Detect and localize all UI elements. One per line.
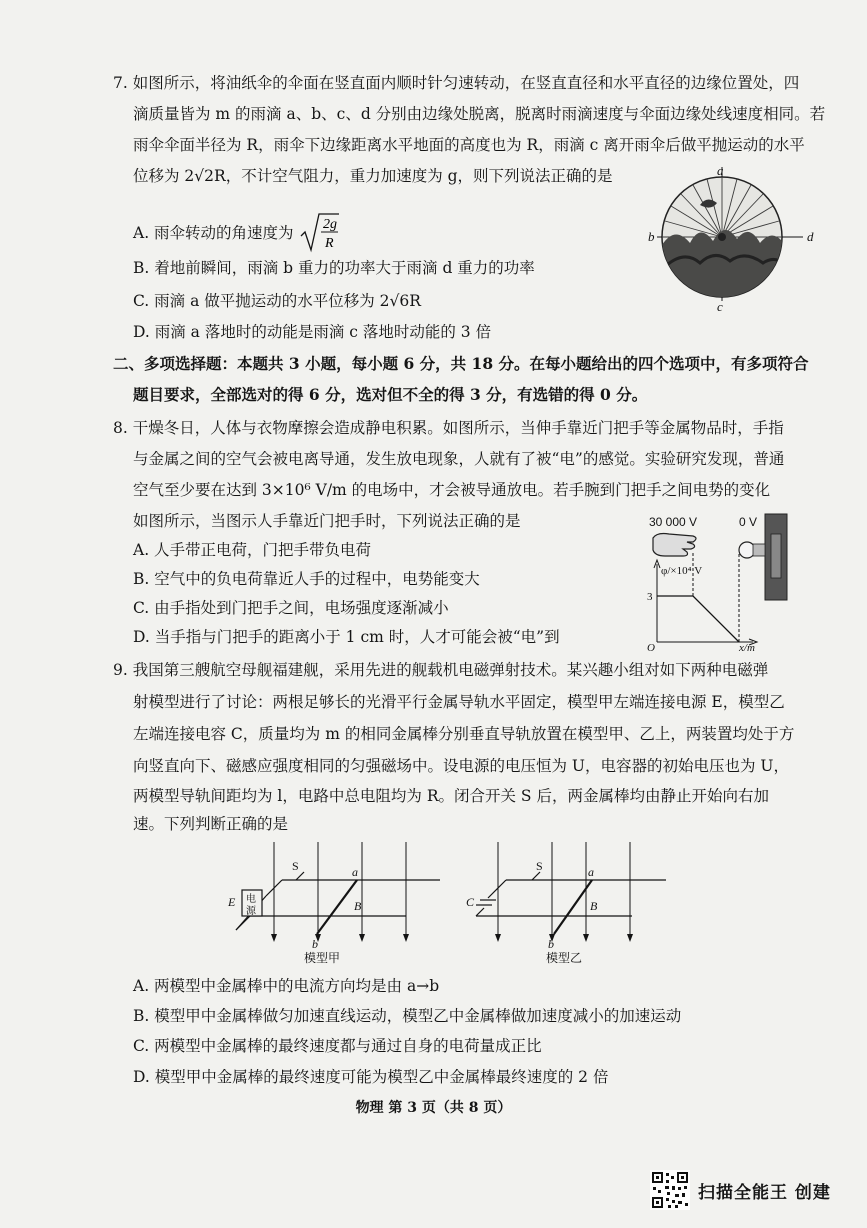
q9-option-a[interactable]: A. 两模型中金属棒中的电流方向均是由 a→b	[133, 977, 440, 995]
q8-option-d[interactable]: D. 当手指与门把手的距离小于 1 cm 时，人才可能会被“电”到	[133, 628, 560, 646]
q7-umbrella-figure	[645, 165, 820, 315]
q8-stem-line-2: 与金属之间的空气会被电离导通，发生放电现象，人就有了被“电”的感觉。实验研究发现，普通	[133, 450, 785, 468]
q8-origin: O	[647, 642, 655, 652]
q9-stem-line-3: 左端连接电容 C，质量均为 m 的相同金属棒分别垂直导轨放置在模型甲、乙上，两装置均处于方	[133, 725, 795, 743]
q9-source-char-2: 源	[246, 906, 256, 917]
q8-hand-voltage: 30 000 V	[649, 515, 698, 529]
q9-source-char-1: 电	[246, 894, 256, 905]
q9-models-figure	[222, 838, 682, 968]
q9-rod-a-1: a	[352, 865, 358, 879]
q7-stem-line-2: 滴质量皆为 m 的雨滴 a、b、c、d 分别由边缘处脱离，脱离时雨滴速度与伞面边缘处线速度相同。若	[133, 105, 826, 123]
q9-stem-line-5: 两模型导轨间距均为 l，电路中总电阻均为 R。闭合开关 S 后，两金属棒均由静止开始向右加	[133, 787, 769, 805]
q9-field-b-2: B	[590, 899, 598, 913]
q7-option-a[interactable]	[133, 212, 341, 256]
q7-option-a-text: A. 雨伞转动的角速度为	[133, 224, 294, 242]
model-1-diagram	[236, 842, 440, 942]
q8-option-a[interactable]: A. 人手带正电荷，门把手带负电荷	[133, 541, 372, 559]
q8-option-c[interactable]: C. 由手指处到门把手之间，电场强度逐渐减小	[133, 599, 449, 617]
hand-icon	[653, 534, 696, 557]
q9-option-d[interactable]: D. 模型甲中金属棒的最终速度可能为模型乙中金属棒最终速度的 2 倍	[133, 1068, 609, 1086]
q7-option-c[interactable]: C. 雨滴 a 做平抛运动的水平位移为 2√6R	[133, 292, 421, 310]
section-2-line-1: 二、多项选择题：本题共 3 小题，每小题 6 分，共 18 分。在每小题给出的四个选项中，有多项符合	[113, 354, 809, 373]
q9-stem-line-2: 射模型进行了讨论：两根足够长的光滑平行金属导轨水平固定，模型甲左端连接电源 E，模型乙	[133, 693, 785, 711]
q7-formula-num: 2g	[322, 217, 337, 232]
q7-label-b: b	[648, 229, 655, 244]
q7-stem-line-1: 7. 如图所示，将油纸伞的伞面在竖直面内顺时针匀速转动，在竖直直径和水平直径的边缘位置处，四	[113, 74, 800, 92]
q9-field-b-1: B	[354, 899, 362, 913]
q7-option-b[interactable]: B. 着地前瞬间，雨滴 b 重力的功率大于雨滴 d 重力的功率	[133, 259, 535, 277]
q7-label-d: d	[807, 229, 814, 244]
q9-stem-line-6: 速。下列判断正确的是	[133, 815, 289, 833]
q7-sqrt-formula	[299, 210, 341, 254]
q8-stem-line-3: 空气至少要在达到 3×10⁶ V/m 的电场中，才会被导通放电。若手腕到门把手之间电势的变化	[133, 481, 771, 499]
q7-stem-line-4: 位移为 2√2R，不计空气阻力，重力加速度为 g，则下列说法正确的是	[133, 167, 613, 185]
q8-y-axis-label: φ/×10⁴ V	[661, 565, 703, 577]
q8-door-voltage: 0 V	[739, 515, 758, 529]
q9-option-b[interactable]: B. 模型甲中金属棒做匀加速直线运动，模型乙中金属棒做加速度减小的加速运动	[133, 1007, 682, 1025]
q9-rod-a-2: a	[588, 865, 594, 879]
door-knob-icon	[739, 542, 755, 558]
model-2-caption: 模型乙	[546, 951, 583, 965]
q9-stem-line-4: 向竖直向下、磁感应强度相同的匀强磁场中。设电源的电压恒为 U，电容器的初始电压也为 U，	[133, 757, 789, 775]
q8-y-tick: 3	[647, 591, 653, 603]
q8-stem-line-1: 8. 干燥冬日，人体与衣物摩擦会造成静电积累。如图所示，当伸手靠近门把手等金属物品时，手指	[113, 419, 784, 437]
q7-formula-den: R	[324, 236, 334, 251]
q9-stem-line-1: 9. 我国第三艘航空母舰福建舰，采用先进的舰载机电磁弹射技术。某兴趣小组对如下两种电磁弹	[113, 661, 769, 679]
q8-potential-figure	[643, 512, 793, 652]
qr-code-icon	[650, 1170, 690, 1210]
q9-cap-c: C	[466, 895, 475, 909]
model-1-caption: 模型甲	[304, 951, 341, 965]
q8-stem-line-4: 如图所示，当图示人手靠近门把手时，下列说法正确的是	[133, 512, 521, 530]
q9-source-e: E	[228, 895, 236, 909]
q7-label-a: a	[717, 165, 724, 178]
q7-option-d[interactable]: D. 雨滴 a 落地时的动能是雨滴 c 落地时动能的 3 倍	[133, 323, 492, 341]
q9-switch-label-1: S	[292, 859, 299, 873]
page-footer: 物理 第 3 页（共 8 页）	[355, 1100, 512, 1116]
section-2-line-2: 题目要求，全部选对的得 6 分，选对但不全的得 3 分，有选错的得 0 分。	[133, 385, 648, 404]
q9-switch-label-2: S	[536, 859, 543, 873]
q7-label-c: c	[717, 299, 723, 314]
model-2-diagram	[476, 842, 666, 942]
q8-option-b[interactable]: B. 空气中的负电荷靠近人手的过程中，电势能变大	[133, 570, 480, 588]
q9-rod-b-2: b	[548, 937, 554, 951]
q9-option-c[interactable]: C. 两模型中金属棒的最终速度都与通过自身的电荷量成正比	[133, 1037, 542, 1055]
watermark-text: 扫描全能王 创建	[698, 1183, 831, 1203]
scanner-watermark	[650, 1170, 860, 1214]
q7-stem-line-3: 雨伞伞面半径为 R，雨伞下边缘距离水平地面的高度也为 R，雨滴 c 离开雨伞后做平抛运动的水平	[133, 136, 805, 154]
q8-x-axis-label: x/m	[739, 642, 755, 652]
q9-rod-b-1: b	[312, 937, 318, 951]
